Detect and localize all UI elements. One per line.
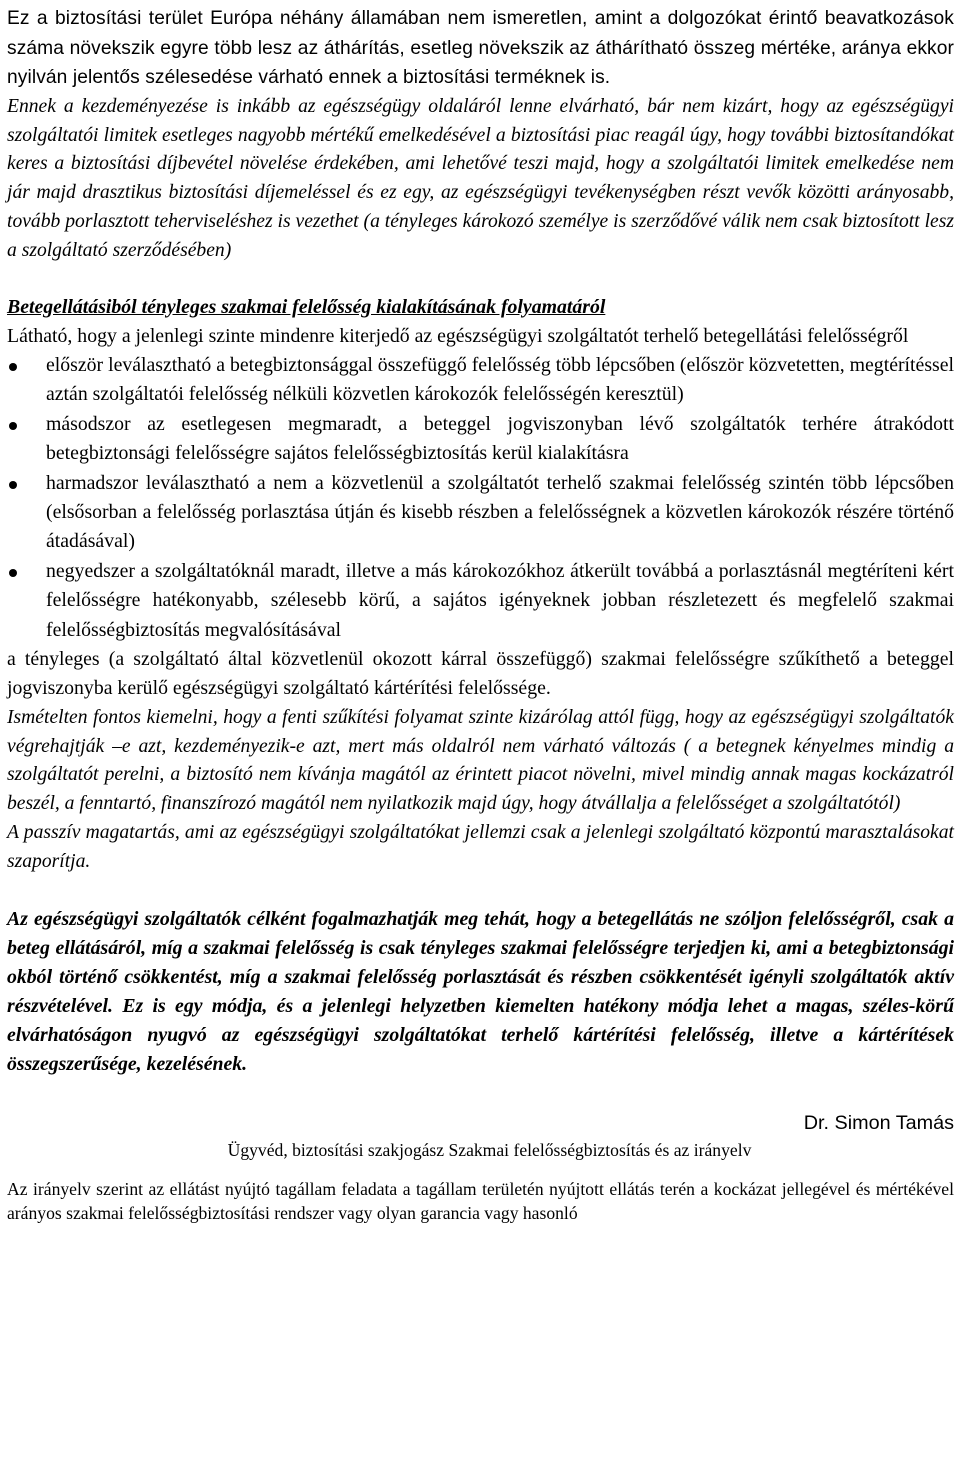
bullet-list	[7, 351, 954, 645]
list-item	[7, 469, 954, 557]
passive-paragraph: A passzív magatartás, ami az egészségügyi szolgáltatókat jellemzi csak a jelenlegi szolgáltató központú marasztalásokat szaporítja.	[7, 822, 954, 872]
list-item	[7, 351, 954, 410]
section-heading: Betegellátásiból tényleges szakmai felelősség kialakításának folyamatáról	[7, 295, 606, 318]
list-item-text: harmadszor leválasztható a nem a közvetlenül a szolgáltatót terhelő szakmai felelősség szintén több lépcsőben (elsősorban a felelősség porlasztása útján és kisebb részben a felelősségnek a közvetlen károkozók részére történő átadásával)	[46, 471, 954, 553]
emphasis-paragraph: Ismételten fontos kiemelni, hogy a fenti szűkítési folyamat szinte kizárólag attól függ, hogy az egészségügyi szolgáltatók végrehajtják –e azt, kezdeményezik-e azt, mert más oldalról nem várható változás ( a betegnek kényelmes mindig a szolgáltatót perelni, a biztosító nem kívánja magától az érintett piacot növelni, mivel mindig annak magas kockázatról beszél, a fenntartó, finanszírozó magától nem nyilatkozik majd úgy, hogy átvállalja a felelősséget a szolgáltatótól)	[7, 706, 954, 815]
list-item-text: negyedszer a szolgáltatóknál maradt, illetve a más károkozókhoz átkerült továbbá a porlasztásnál megtéríteni kért felelősségre hatékonyabb, szélesebb körű, a sajátos igényeknek jobban részletezett és megfelelő szakmai felelősségbiztosítás megvalósításával	[46, 559, 954, 641]
bullet-icon	[9, 422, 17, 430]
bullet-icon	[9, 481, 17, 489]
intro-paragraph: Ez a biztosítási terület Európa néhány államában nem ismeretlen, amint a dolgozókat érintő beavatkozások száma növekszik egyre több lesz az áthárítás, esetleg növekszik az áthárítható összeg mértéke, aránya ekkor nyilván jelentős szélesedése várható ennek a biztosítási terméknek is.	[7, 8, 954, 89]
list-item	[7, 557, 954, 645]
goal-paragraph: Az egészségügyi szolgáltatók célként fogalmazhatják meg tehát, hogy a betegellátás ne szóljon felelősségről, csak a beteg ellátásáról, míg a szakmai felelősség is csak tényleges szakmai felelősségre terjedjen ki, ami a betegbiztonsági okból történő csökkentést, míg a szakmai felelősség porlasztását és részben csökkentését igényli szolgáltatók aktív részvételével. Ez is egy módja, és a jelenlegi helyzetben kiemelten hatékony módja lehet a magas, széles-körű elvárhatóságon nyugvó az egészségügyi szolgáltatókat terhelő kártérítési felelősség, illetve a kártérítések összegszerűsége, kezelésének.	[7, 907, 954, 1075]
signature-title: Ügyvéd, biztosítási szakjogász Szakmai felelősségbiztosítás és az irányelv	[227, 1139, 752, 1160]
conclusion-paragraph: a tényleges (a szolgáltató által közvetlenül okozott kárral összefüggő) szakmai felelősségre szűkíthető a beteggel jogviszonyba kerülő egészségügyi szolgáltató kártérítési felelőssége.	[7, 648, 954, 700]
section-intro-paragraph: Látható, hogy a jelenlegi szinte mindenre kiterjedő az egészségügyi szolgáltatót terhelő betegellátási felelősségről	[7, 324, 909, 347]
footer-paragraph: Az irányelv szerint az ellátást nyújtó tagállam feladata a tagállam területén nyújtott ellátás terén a kockázat jellegével és mértékével arányos szakmai felelősségbiztosítási rendszer vagy olyan garancia vagy hasonló	[7, 1178, 954, 1223]
list-item	[7, 410, 954, 469]
list-item-text: először leválasztható a betegbiztonsággal összefüggő felelősség több lépcsőben (először közvetetten, megtérítéssel aztán szolgáltatói felelősség nélküli közvetlen károkozók felelősségén keresztül)	[46, 353, 954, 406]
signature-name: Dr. Simon Tamás	[803, 1111, 954, 1134]
initiative-paragraph: Ennek a kezdeményezése is inkább az egészségügy oldaláról lenne elvárható, bár nem kizárt, hogy az egészségügyi szolgáltatói limitek esetleges nagyobb mértékű emelkedésével a biztosítási piac reagál úgy, hogy további biztosítandókat keres a biztosítási díjbevétel növelése érdekében, ami lehetővé teszi majd, hogy a szolgáltatói limitek emelkedése nem jár majd drasztikus biztosítási díjemeléssel és ez egy, az egészségügyi tevékenységben részt vevők közötti arányosabb, tovább porlasztott teherviseléshez is vezethet (a tényleges károkozó személye is szerződővé válik nem csak biztosított lesz a szolgáltató szerződésében)	[7, 95, 954, 261]
bullet-icon	[9, 569, 17, 577]
document-page	[7, 4, 954, 1225]
list-item-text: másodszor az esetlegesen megmaradt, a beteggel jogviszonyban lévő szolgáltatók terhére átrakódott betegbiztonsági felelősségre sajátos felelősségbiztosítás kerül kialakításra	[46, 412, 954, 465]
bullet-icon	[9, 363, 17, 371]
